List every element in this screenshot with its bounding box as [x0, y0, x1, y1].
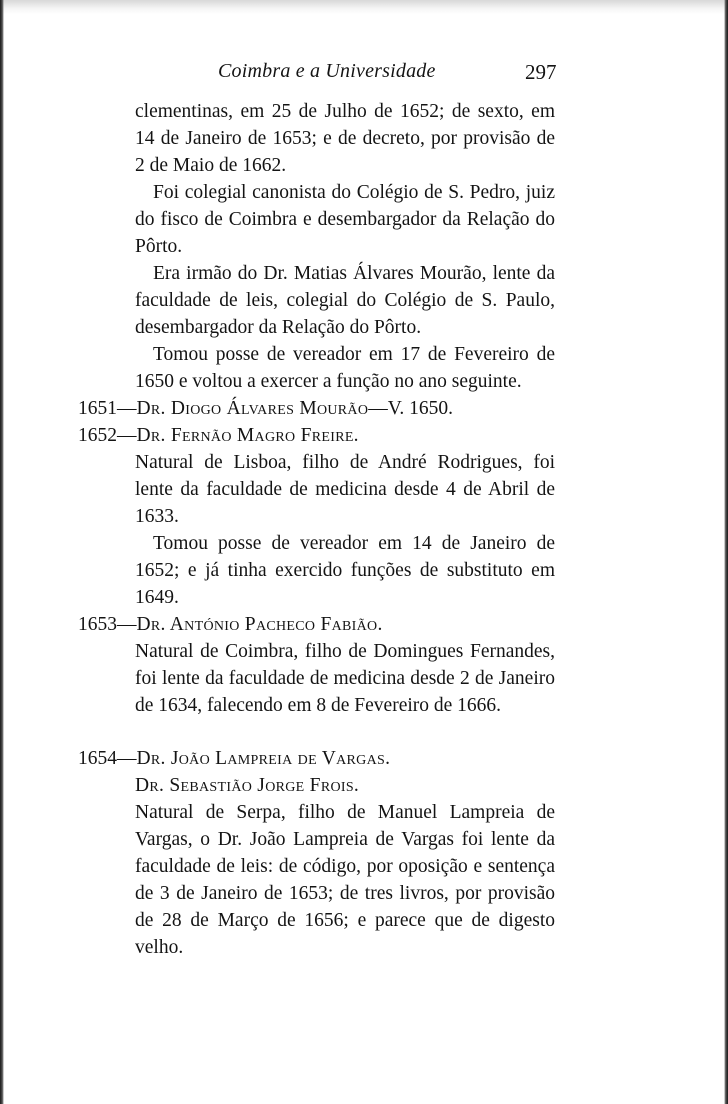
section-gap [0, 719, 728, 745]
entry-year: 1653— [78, 614, 137, 635]
entry-suffix: —V. 1650. [368, 398, 453, 419]
entry-name-secondary: Dr. Sebastião Jorge Frois. [135, 775, 360, 796]
paragraph: Tomou posse de vereador em 17 de Fevereiro de 1650 e voltou a exercer a função no ano seguinte. [135, 344, 555, 392]
paragraph: Natural de Serpa, filho de Manuel Lampreia de Vargas, o Dr. João Lampreia de Vargas foi lente da faculdade de leis: de código, por oposição e sentença de 3 de Janeiro de 1653; de tres livros, por provisão de 28 de Março de 1656; e parece que de digesto velho. [135, 802, 555, 958]
entry-heading-1652 [78, 422, 558, 449]
page-header [0, 58, 728, 88]
paragraph: clementinas, em 25 de Julho de 1652; de sexto, em 14 de Janeiro de 1653; e de decreto, por provisão de 2 de Maio de 1662. [135, 101, 555, 176]
entry-year: 1654— [78, 748, 137, 769]
paragraph: Tomou posse de vereador em 14 de Janeiro de 1652; e já tinha exercido funções de substituto em 1649. [135, 533, 555, 608]
entry-year: 1651— [78, 398, 137, 419]
entry-heading-1653 [78, 611, 558, 638]
entry-name: Dr. Fernão Magro Freire. [136, 425, 359, 446]
page-number: 297 [525, 60, 557, 84]
paragraph: Era irmão do Dr. Matias Álvares Mourão, lente da faculdade de leis, colegial do Colégio de S. Paulo, desembargador da Relação do Pôrto. [135, 263, 555, 338]
page-top-shadow [0, 0, 728, 14]
entry-heading-1654 [78, 745, 558, 772]
paragraph: Natural de Lisboa, filho de André Rodrigues, foi lente da faculdade de medicina desde 4 de Abril de 1633. [135, 452, 555, 527]
paragraph: Foi colegial canonista do Colégio de S. Pedro, juiz do fisco de Coimbra e desembargador da Relação do Pôrto. [135, 182, 555, 257]
entry-heading-1651 [78, 395, 558, 422]
paragraph: Natural de Coimbra, filho de Domingues Fernandes, foi lente da faculdade de medicina desde 2 de Janeiro de 1634, falecendo em 8 de Fevereiro de 1666. [135, 641, 555, 716]
body-text [0, 98, 728, 961]
entry-name: Dr. João Lampreia de Vargas. [136, 748, 391, 769]
entry-name: Dr. Diogo Álvares Mourão [136, 398, 369, 419]
entry-name: Dr. António Pacheco Fabião. [136, 614, 383, 635]
running-head: Coimbra e a Universidade [218, 60, 436, 82]
entry-year: 1652— [78, 425, 137, 446]
